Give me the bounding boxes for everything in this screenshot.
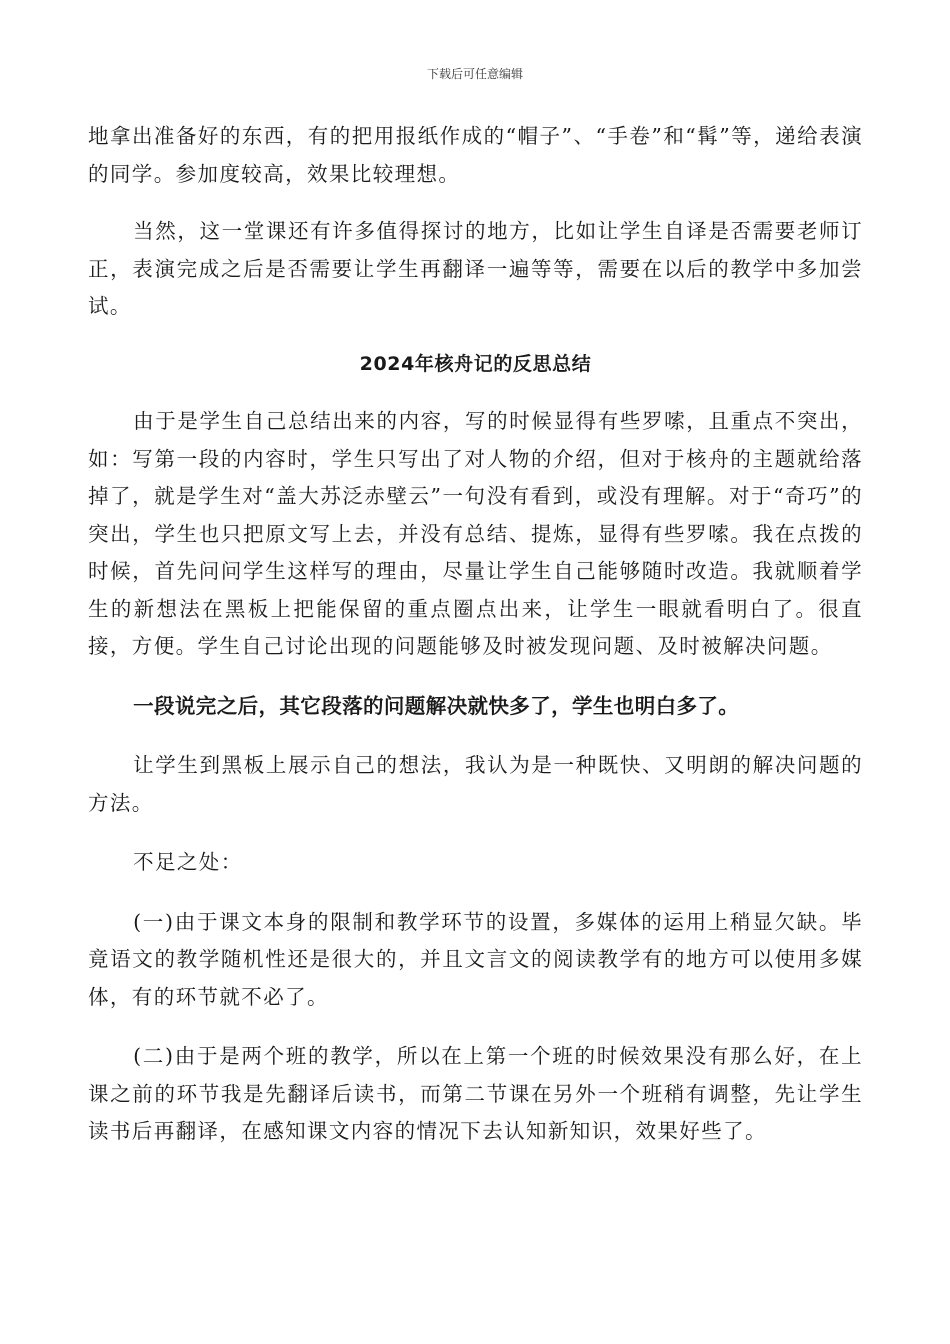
paragraph-bold-statement: 一段说完之后，其它段落的问题解决就快多了，学生也明白多了。 bbox=[133, 693, 740, 718]
paragraph-method: 让学生到黑板上展示自己的想法，我认为是一种既快、又明朗的解决问题的方法。 bbox=[88, 753, 863, 815]
paragraph-reflection-note: 当然，这一堂课还有许多值得探讨的地方，比如让学生自译是否需要老师订正，表演完成之后是否需要让学生再翻译一遍等等，需要在以后的教学中多加尝试。 bbox=[88, 219, 863, 318]
paragraph-continued: 地拿出准备好的东西，有的把用报纸作成的“帽子”、“手卷”和“髯”等，递给表演的同学。参加度较高，效果比较理想。 bbox=[88, 124, 863, 186]
document-body bbox=[88, 118, 863, 1151]
paragraph-summary: 由于是学生自己总结出来的内容，写的时候显得有些罗嗦，且重点不突出，如：写第一段的内容时，学生只写出了对人物的介绍，但对于核舟的主题就给落掉了，就是学生对“盖大苏泛赤壁云”一句没有看到，或没有理解。对于“奇巧”的突出，学生也只把原文写上去，并没有总结、提炼，显得有些罗嗦。我在点拨的时候，首先问问学生这样写的理由，尽量让学生自己能够随时改造。我就顺着学生的新想法在黑板上把能保留的重点圈点出来，让学生一眼就看明白了。很直接，方便。学生自己讨论出现的问题能够及时被发现问题、及时被解决问题。 bbox=[88, 409, 863, 658]
page-header: 下载后可任意编辑 bbox=[426, 67, 523, 81]
paragraph-shortcomings-heading: 不足之处： bbox=[133, 850, 243, 874]
paragraph-shortcoming-two: (二)由于是两个班的教学，所以在上第一个班的时候效果没有那么好，在上课之前的环节我是先翻译后读书，而第二节课在另外一个班稍有调整，先让学生读书后再翻译，在感知课文内容的情况下去认知新知识，效果好些了。 bbox=[88, 1044, 863, 1143]
paragraph-shortcoming-one: (一)由于课文本身的限制和教学环节的设置，多媒体的运用上稍显欠缺。毕竟语文的教学随机性还是很大的，并且文言文的阅读教学有的地方可以使用多媒体，有的环节就不必了。 bbox=[88, 909, 863, 1009]
section-title: 2024年核舟记的反思总结 bbox=[359, 352, 592, 375]
